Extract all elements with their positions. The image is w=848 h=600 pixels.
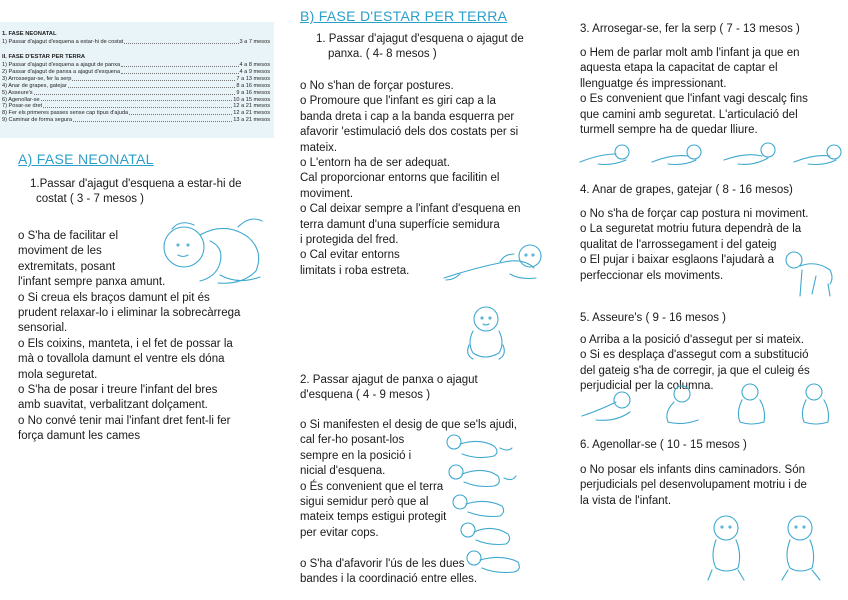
baby-on-all-fours-illustration (780, 248, 842, 300)
text-line: força damunt les cames (18, 430, 141, 443)
text-line: banda dreta i cap a la banda esquerra per (300, 110, 515, 123)
serp-text (580, 46, 842, 138)
summary-row: 5) Asseure's 9 a 16 mesos (2, 89, 270, 96)
text-line: Cal proporcionar entorns que facilitin el (300, 172, 500, 185)
text-line: o L'entorn ha de ser adequat. (300, 157, 450, 170)
text-line: mateix. (300, 141, 338, 154)
text-line: o No s'han de forçar postures. (300, 80, 454, 92)
text-line: o No s'ha de forçar cap postura ni moviment. (580, 208, 809, 220)
text-line: o Hem de parlar molt amb l'infant ja que en (580, 47, 800, 59)
baby-sitting-sequence-illustration (578, 380, 842, 426)
text-line: o No posar els infants dins caminadors. Són (580, 464, 806, 476)
text-line: moviment. (300, 187, 354, 200)
text-line: o S'ha de posar i treure l'infant del bres (18, 384, 218, 397)
subsection-1-title: 1. Passar d'ajagut d'esquena o ajagut de panxa. ( 4- 8 mesos ) (316, 33, 524, 61)
text-line: l'infant sempre panxa amunt. (18, 276, 166, 289)
summary-row: 1) Passar d'ajagut d'esquena a ajagut de panxa 4 a 8 mesos (2, 62, 270, 68)
text-line: llenguatge és impressionant. (580, 77, 727, 90)
section-title-fase-terra: B) FASE D'ESTAR PER TERRA (300, 8, 508, 24)
baby-sitting-illustration (463, 305, 509, 363)
text-line: o Els coixins, manteta, i el fet de possar la (18, 337, 233, 350)
baby-crawling-serp-illustration (578, 140, 842, 168)
text-line: perjudicials pel desenvolupament motriu i de (580, 479, 807, 492)
text-line: terra damunt d'una superfície semidura (300, 218, 500, 231)
summary-row: 1) Passar d'ajagut d'esquena a estar-hi de costat 3 a 7 mesos (2, 39, 270, 45)
summary-row: 7) Posar-se dret 12 a 21 mesos (2, 103, 270, 110)
text-line: o Cal evitar entorns (300, 249, 400, 262)
agenollar-text (580, 463, 842, 509)
text-line: la vista de l'infant. (580, 494, 672, 507)
text-line: turmell sempre ha de quedar lliure. (580, 124, 758, 137)
text-line: mola seguretat. (18, 368, 98, 381)
baby-kneeling-illustration (690, 512, 840, 582)
text-line: o Es convenient que l'infant vagi descalç fins (580, 93, 808, 106)
text-line: nicial d'esquena. (300, 465, 386, 478)
text-line: o S'ha d'afavorir l'ús de les dues (300, 557, 465, 570)
text-line: sigui semidur però que al (300, 496, 429, 509)
section-3-title: 3. Arrosegar-se, fer la serp ( 7 - 13 mesos ) (580, 23, 800, 35)
summary-row: 9) Caminar de forma segura 13 a 21 mesos (2, 117, 270, 124)
text-line: aquesta etapa la capacitat de captar el (580, 62, 778, 75)
text-line: o Arriba a la posició d'assegut per si mateix. (580, 334, 805, 346)
baby-prone-illustration (440, 240, 550, 284)
section-title-fase-neonatal: A) FASE NEONATAL (18, 151, 154, 167)
summary-table (0, 22, 274, 138)
text-line: amb suavitat, verbalitzant dolçament. (18, 399, 208, 412)
subsection-2-title: 2. Passar ajagut de panxa o ajagut d'esquena ( 4 - 9 mesos ) (300, 374, 478, 402)
text-line: limitats i roba estreta. (300, 264, 410, 277)
text-line: o Si manifesten el desig de que se'ls ajudi, (300, 419, 517, 431)
summary-section-1: 1. FASE NEONATAL (2, 31, 57, 37)
text-line: o Si creua els braços damunt el pit és (18, 291, 210, 304)
text-line: extremitats, posant (18, 260, 116, 273)
text-line: moviment de les (18, 245, 102, 258)
text-line: o No convé tenir mai l'infant dret fent-li fer (18, 414, 231, 427)
section-5-title: 5. Asseure's ( 9 - 16 mesos ) (580, 312, 727, 324)
text-line: afavorir 'estimulació dels dos costats per si (300, 126, 519, 139)
text-line: bandes i la coordinació entre elles. (300, 573, 478, 586)
summary-row: 8) Fer els primeres passes sense cap tipus d'ajuda 12 a 21 mesos (2, 110, 270, 117)
text-line: del gateig s'ha de corregir, ja que el culeig és (580, 364, 810, 377)
baby-side-lying-illustration (160, 205, 278, 293)
text-line: o Cal deixar sempre a l'infant d'esquena en (300, 203, 521, 216)
text-line: i protegida del fred. (300, 234, 399, 247)
text-line: que camini amb seguretat. L'articulació del (580, 108, 798, 121)
text-line: perjudicial per la columna. (580, 380, 714, 393)
text-line: mateix temps estigui protegit (300, 511, 447, 524)
subsection-1-title: 1.Passar d'ajagut d'esquena a estar-hi de costat ( 3 - 7 mesos ) (30, 178, 242, 206)
text-line: o És convenient que el terra (300, 480, 444, 493)
text-line: sempre en la posició i (300, 449, 412, 462)
text-line: qualitat de l'arrossegament i del gateig (580, 238, 777, 251)
text-line: mà o tovallola damunt el ventre els dóna (18, 353, 225, 366)
text-line: sensorial. (18, 322, 68, 335)
text-line: per evitar cops. (300, 526, 379, 539)
text-line: perfeccionar els moviments. (580, 269, 724, 282)
text-line: o Promoure que l'infant es giri cap a la (300, 95, 496, 108)
summary-row: 3) Arrossegar-se, fer la serp 7 a 13 mesos (2, 75, 270, 82)
section-4-title: 4. Anar de grapes, gatejar ( 8 - 16 mesos) (580, 184, 793, 196)
summary-list-2 (2, 62, 270, 124)
summary-row: 2) Passar d'ajagut de panxa a ajagut d'esquena 4 a 9 mesos (2, 68, 270, 75)
text-line: o La seguretat motriu futura dependrà de la (580, 223, 802, 236)
text-line: o El pujar i baixar esglaons l'ajudarà a (580, 254, 774, 267)
summary-section-2: II. FASE D'ESTAR PER TERRA (2, 54, 86, 60)
section-6-title: 6. Agenollar-se ( 10 - 15 mesos ) (580, 439, 747, 451)
summary-list-1 (2, 39, 270, 46)
text-line: cal fer-ho posant-los (300, 434, 405, 447)
text-line: o Si es desplaça d'assegut com a substitució (580, 349, 809, 362)
baby-rolling-sequence-illustration (440, 430, 548, 585)
summary-row: 6) Agenollar-se 10 a 15 mesos (2, 96, 270, 103)
text-line: prudent relaxar-lo i eliminar la sobrecàrrega (18, 307, 241, 320)
summary-row: 4) Anar de grapes, gatejar 8 a 16 mesos (2, 82, 270, 89)
text-line: o S'ha de facilitar el (18, 230, 119, 242)
